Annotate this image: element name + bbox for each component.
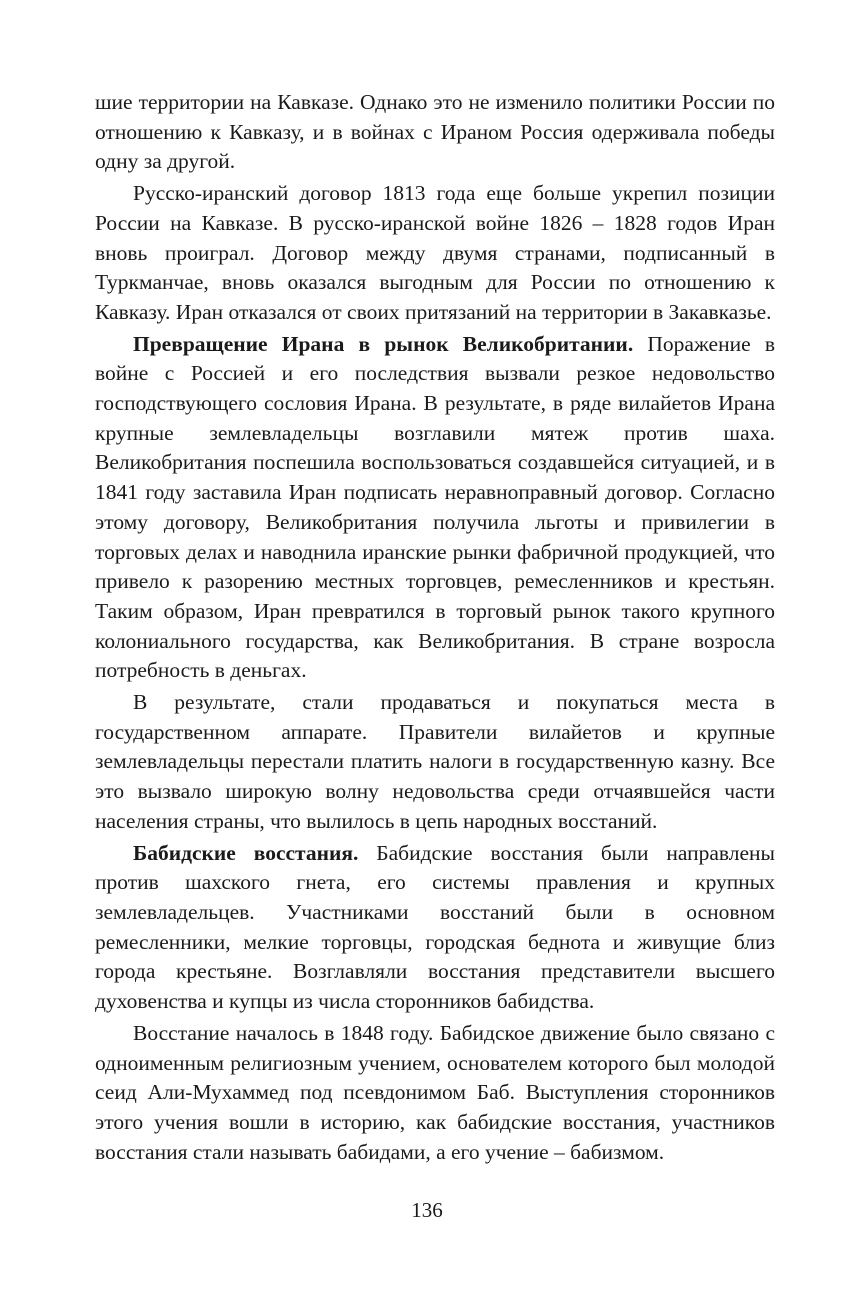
section-heading: Бабидские восстания. [133,840,377,865]
section-heading: Превращение Ирана в рынок Великобритании. [133,331,648,356]
paragraph-treaty-1813 [95,179,775,328]
paragraph-continuation [95,88,775,177]
paragraph-state-apparatus [95,688,775,837]
paragraph-text: шие территории на Кавказе. Однако это не изменило политики России по отношению к Кавказу, и в войнах с Ираном Россия одерживала победы одну за другой. [95,90,775,174]
page-number: 136 [411,1198,443,1222]
paragraph-text: Поражение в войне с Россией и его последствия вызвали резкое недовольство господствующего сословия Ирана. В результате, в ряде вилайетов Ирана крупные землевладельцы возглавили мятеж против шаха. Великобритания поспешила воспользоваться создавшейся ситуацией, и в 1841 году заставила Иран подписать неравноправный договор. Согласно этому договору, Великобритания получила льготы и привилегии в торговых делах и наводнила иранские рынки фабричной продукцией, что привело к разорению местных торговцев, ремесленников и крестьян. Таким образом, Иран превратился в торговый рынок такого крупного колониального государства, как Великобритания. В стране возросла потребность в деньгах. [95,331,775,683]
paragraph-text: В результате, стали продаваться и покупаться места в государственном аппарате. Правители вилайетов и крупные землевладельцы перестали платить налоги в государственную казну. Все это вызвало широкую волну недовольства среди отчаявшейся части населения страны, что вылилось в цепь народных восстаний. [95,690,775,833]
paragraph-text: Бабидские восстания были направлены против шахского гнета, его системы правления и крупных землевладельцев. Участниками восстаний были в основном ремесленники, мелкие торговцы, городская беднота и живущие близ города крестьяне. Возглавляли восстания представители высшего духовенства и купцы из числа сторонников бабидства. [95,840,776,1014]
book-page [95,88,775,1169]
paragraph-babid-uprisings [95,839,775,1017]
paragraph-uprising-1848 [95,1019,775,1168]
paragraph-iran-market [95,330,775,686]
paragraph-text: Восстание началось в 1848 году. Бабидское движение было связано с одноименным религиозным учением, основателем которого был молодой сеид Али-Мухаммед под псевдонимом Баб. Выступления сторонников этого учения вошли в историю, как бабидские восстания, участников восстания стали называть бабидами, а его учение – бабизмом. [95,1020,775,1164]
paragraph-text: Русско-иранский договор 1813 года еще больше укрепил позиции России на Кавказе. В русско-иранской войне 1826 – 1828 годов Иран вновь проиграл. Договор между двумя странами, подписанный в Туркманчае, вновь оказался выгодным для России по отношению к Кавказу. Иран отказался от своих притязаний на территории в Закавказье. [95,181,775,324]
